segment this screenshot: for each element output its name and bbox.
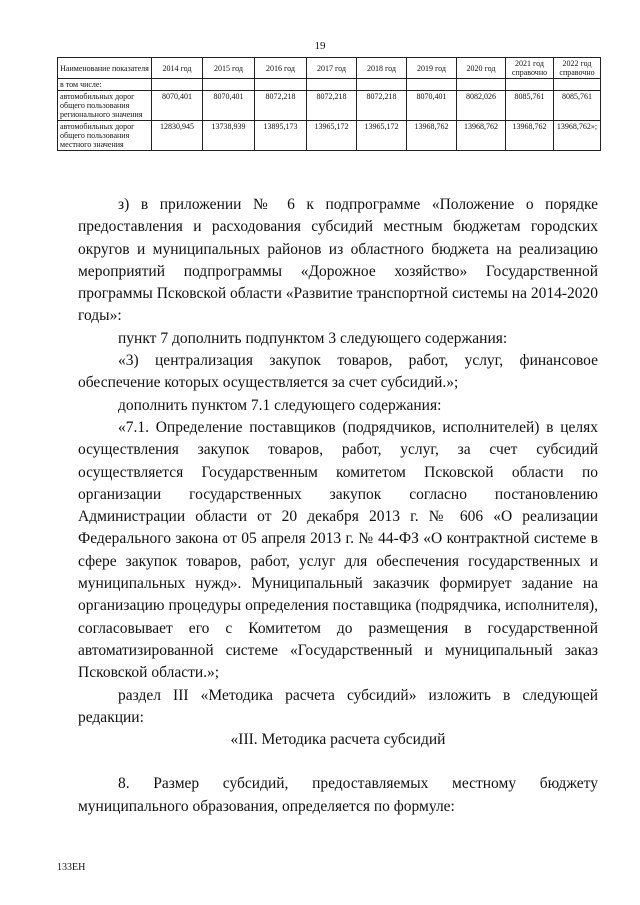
table-row [58,121,601,151]
paragraph-point-7-1: «7.1. Определение поставщиков (подрядчиков, исполнителей) в целях осуществления закупок товаров, работ, услуг, за счет субсидий осуществляется Государственным комитетом Псковской области по организации государственных закупок согласно постановлению Администрации области от 20 декабря 2013 г. № 606 «О реализации Федерального закона от 05 апреля 2013 г. № 44-ФЗ «О контрактной системе в сфере закупок товаров, работ, услуг для обеспечения государственных и муниципальных нужд». Муниципальный заказчик формирует задание на организацию процедуры определения поставщика (подрядчика, исполнителя), согласовывает его с Комитетом до размещения в государственной автоматизированной системе «Государственный и муниципальный заказ Псковской области.»; [78,418,598,682]
header-cell: 2021 год справочно [506,58,554,79]
value-cell: 8070,401 [152,91,203,121]
table-row-including [58,79,601,91]
including-label: в том числе: [58,79,152,91]
paragraph-subpoint-3: «3) централизация закупок товаров, работ, услуг, финансовое обеспечение которых осуществляется за счет субсидий.»; [78,352,598,392]
header-cell: Наименование показателя [58,58,152,79]
header-cell: 2018 год [357,58,407,79]
document-body [78,194,598,818]
value-cell: 13968,762 [457,121,506,151]
value-cell: 8070,401 [407,91,457,121]
value-cell: 8070,401 [203,91,255,121]
value-cell: 8085,761 [506,91,554,121]
paragraph-point-8: 8. Размер субсидий, предоставляемых местному бюджету муниципального образования, определяется по формуле: [78,775,598,815]
table-row [58,91,601,121]
header-cell: 2017 год [307,58,357,79]
value-cell: 13968,762 [407,121,457,151]
header-cell: 2014 год [152,58,203,79]
page-number: 19 [314,40,326,52]
value-cell: 13965,172 [307,121,357,151]
section-heading: «III. Методика расчета субсидий [230,731,446,749]
paragraph-annex-6: з) в приложении № 6 к подпрограмме «Положение о порядке предоставления и расходования субсидий местным бюджетам городских округов и муниципальных районов из областного бюджета на реализацию мероприятий подпрограммы «Дорожное хозяйство» Государственной программы Псковской области «Развитие транспортной системы на 2014-2020 годы»: [78,196,598,325]
footer-code: 133ЕН [57,862,86,873]
value-cell: 8072,218 [307,91,357,121]
table-header-row [58,58,601,79]
row-label: автомобильных дорог общего пользования местного значения [58,121,152,151]
value-cell: 13738,939 [203,121,255,151]
header-cell: 2020 год [457,58,506,79]
header-cell: 2015 год [203,58,255,79]
value-cell: 13968,762 [506,121,554,151]
value-cell: 8085,761 [554,91,601,121]
value-cell: 13968,762»; [554,121,601,151]
header-cell: 2019 год [407,58,457,79]
value-cell: 8082,026 [457,91,506,121]
value-cell: 13965,172 [357,121,407,151]
value-cell: 13895,173 [255,121,307,151]
row-label: автомобильных дорог общего пользования регионального значения [58,91,152,121]
paragraph-section-3: раздел III «Методика расчета субсидий» изложить в следующей редакции: [78,686,598,726]
header-cell: 2016 год [255,58,307,79]
value-cell: 8072,218 [357,91,407,121]
value-cell: 12830,945 [152,121,203,151]
paragraph-point-7-1-intro: дополнить пунктом 7.1 следующего содержания: [118,396,442,414]
value-cell: 8072,218 [255,91,307,121]
paragraph-point-7: пункт 7 дополнить подпунктом 3 следующего содержания: [118,329,508,347]
indicators-table [57,57,601,151]
header-cell: 2022 год справочно [554,58,601,79]
